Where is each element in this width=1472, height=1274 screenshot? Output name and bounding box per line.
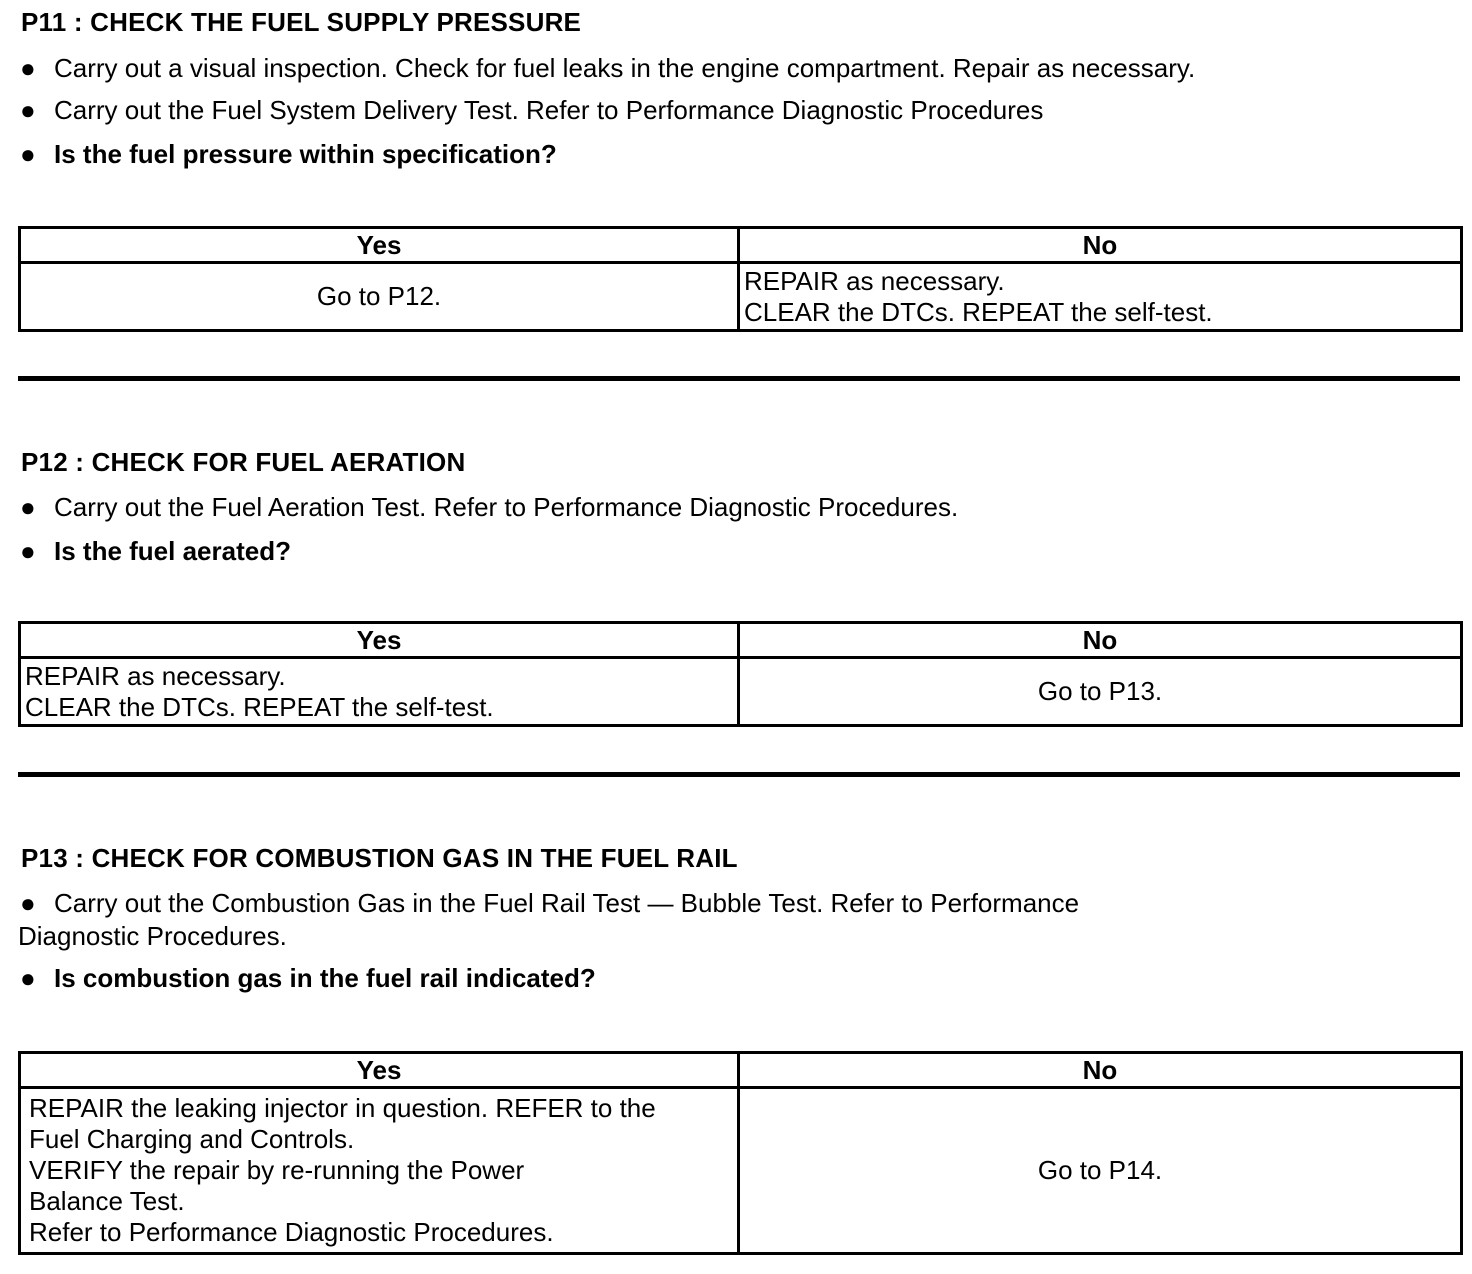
bullet-icon: ●	[20, 95, 36, 125]
table-row	[20, 263, 1462, 331]
yes-no-table	[18, 1051, 1463, 1255]
cell-line: REPAIR as necessary.	[744, 265, 1005, 296]
no-cell	[739, 658, 1462, 726]
bullet-text: Carry out the Fuel Aeration Test. Refer to Performance Diagnostic Procedures.	[54, 492, 959, 522]
cell-line: Balance Test.	[29, 1186, 185, 1216]
bullet-icon: ●	[20, 139, 36, 169]
section-divider	[18, 376, 1460, 381]
table-header-row	[20, 1053, 1462, 1088]
cell-line: Go to P13.	[1037, 676, 1163, 706]
step-p13	[18, 836, 1460, 1266]
no-header: No	[739, 228, 1462, 263]
bullet-text: Carry out a visual inspection. Check for fuel leaks in the engine compartment. Repair as necessary.	[54, 53, 1196, 83]
step-p11	[18, 0, 1460, 340]
step-title: P12 : CHECK FOR FUEL AERATION	[21, 447, 466, 477]
bullet-text: Carry out the Combustion Gas in the Fuel Rail Test — Bubble Test. Refer to Performance	[54, 888, 1080, 918]
yes-header: Yes	[20, 1053, 739, 1088]
no-header: No	[739, 623, 1462, 658]
question-item	[18, 535, 291, 567]
bullet-icon: ●	[20, 53, 36, 83]
bullet-icon: ●	[20, 963, 36, 993]
cell-line: REPAIR as necessary.	[25, 660, 286, 691]
step-title: P11 : CHECK THE FUEL SUPPLY PRESSURE	[21, 7, 582, 37]
yes-no-table	[18, 226, 1463, 332]
table-header-row	[20, 623, 1462, 658]
cell-line: CLEAR the DTCs. REPEAT the self-test.	[25, 691, 494, 722]
step-p12	[18, 440, 1460, 740]
question-text: Is combustion gas in the fuel rail indicated?	[54, 963, 596, 993]
section-divider	[18, 772, 1460, 777]
yes-cell	[20, 263, 739, 331]
yes-header: Yes	[20, 228, 739, 263]
yes-cell	[20, 658, 739, 726]
bullet-icon: ●	[20, 536, 36, 566]
bullet-icon: ●	[20, 492, 36, 522]
cell-line: CLEAR the DTCs. REPEAT the self-test.	[744, 296, 1213, 327]
no-cell	[739, 263, 1462, 331]
bullet-text: Carry out the Fuel System Delivery Test. Refer to Performance Diagnostic Procedures	[54, 95, 1044, 125]
cell-line: REPAIR the leaking injector in question. REFER to the	[29, 1093, 656, 1123]
no-header: No	[739, 1053, 1462, 1088]
cell-line: VERIFY the repair by re-running the Power	[29, 1155, 525, 1185]
bullet-item	[18, 52, 1195, 84]
bullet-icon: ●	[20, 888, 36, 918]
cell-line: Fuel Charging and Controls.	[29, 1124, 355, 1154]
cell-line: Refer to Performance Diagnostic Procedures.	[29, 1217, 554, 1247]
question-item	[18, 138, 557, 170]
step-title: P13 : CHECK FOR COMBUSTION GAS IN THE FUEL RAIL	[21, 843, 738, 873]
cell-line: Go to P14.	[1037, 1155, 1163, 1185]
table-row	[20, 658, 1462, 726]
bullet-text: Diagnostic Procedures.	[18, 921, 287, 951]
bullet-item	[18, 94, 1043, 126]
cell-line: Go to P12.	[316, 281, 442, 311]
question-text: Is the fuel pressure within specification?	[54, 139, 557, 169]
bullet-item	[18, 491, 958, 523]
table-row	[20, 1088, 1462, 1254]
question-item	[18, 962, 596, 994]
table-header-row	[20, 228, 1462, 263]
bullet-item	[18, 887, 1079, 919]
bullet-continuation	[18, 920, 287, 952]
yes-cell	[20, 1088, 739, 1254]
question-text: Is the fuel aerated?	[54, 536, 291, 566]
no-cell	[739, 1088, 1462, 1254]
yes-header: Yes	[20, 623, 739, 658]
yes-no-table	[18, 621, 1463, 727]
